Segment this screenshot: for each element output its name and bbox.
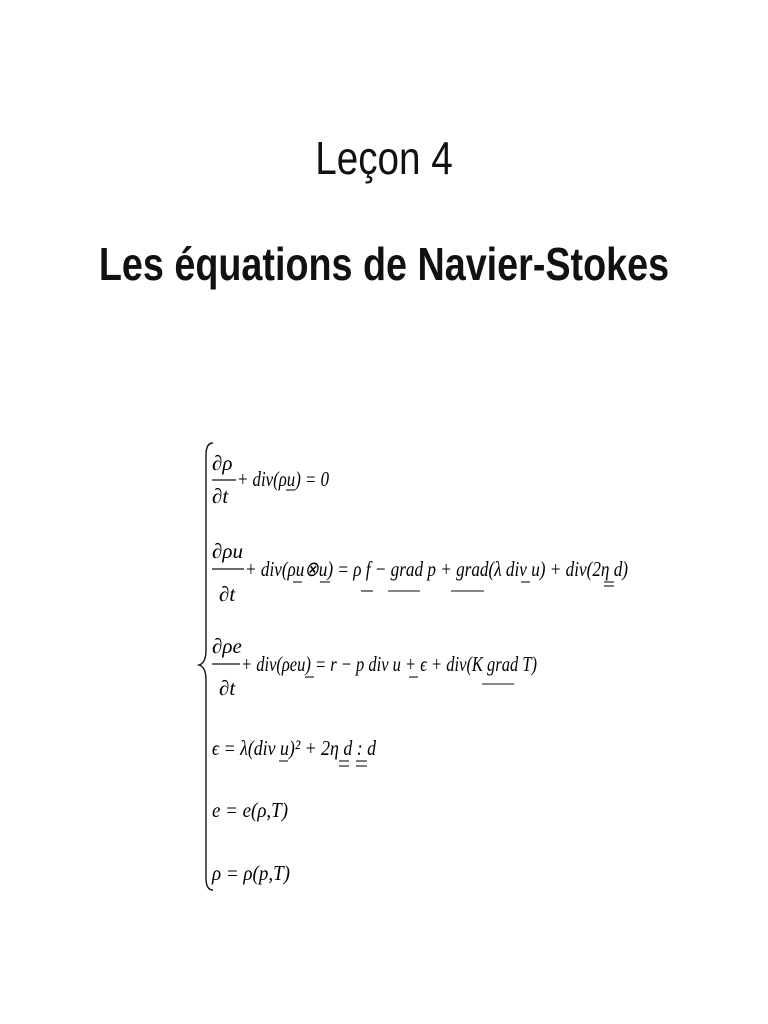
eq1-rhs: + div(ρu) = 0 [237,467,330,491]
left-brace [199,443,213,890]
slide-title: Leçon 4 [315,132,453,184]
equation-state-e: e = e(ρ,T) [212,798,289,822]
slide-subtitle: Les équations de Navier-Stokes [98,238,670,290]
eq3-denominator: ∂t [219,676,236,700]
equation-state-rho: ρ = ρ(p,T) [211,861,291,885]
eq2-numerator: ∂ρu [212,539,243,563]
equation-continuity [212,451,329,508]
eq3-rhs: + div(ρeu) = r − p div u + ϵ + div(K grad T) [241,652,538,676]
eq1-denominator: ∂t [212,484,229,508]
equation-dissipation [212,736,376,766]
eq4-text: ϵ = λ(div u)² + 2η d : d [212,736,377,760]
equation-momentum [212,539,628,606]
equation-energy [212,634,537,700]
eq2-rhs: + div(ρu⊗u) = ρ f − grad p + grad(λ div u) + div(2η d) [245,557,628,581]
eq2-denominator: ∂t [219,582,236,606]
eq1-numerator: ∂ρ [212,451,233,475]
eq3-numerator: ∂ρe [212,634,242,658]
